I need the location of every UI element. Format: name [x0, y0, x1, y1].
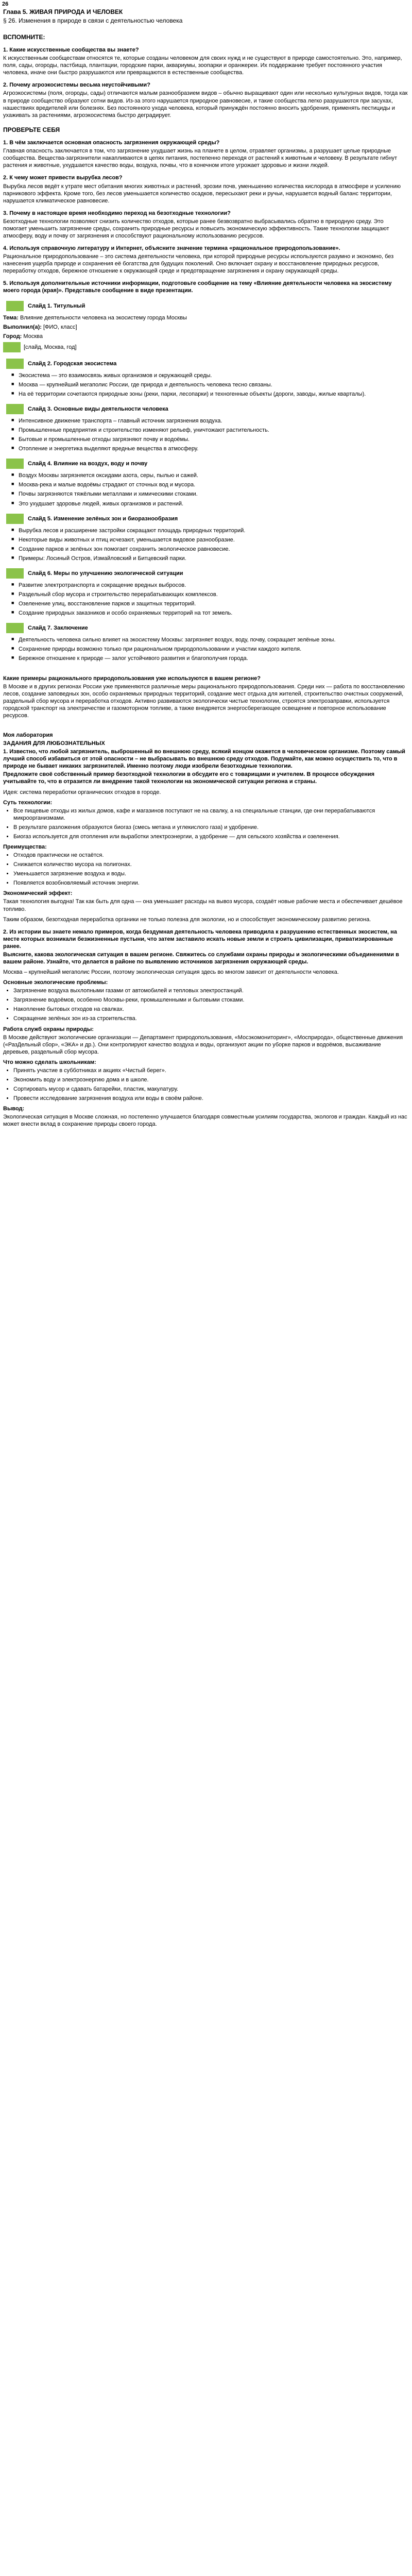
slide-2-header [3, 359, 408, 369]
chapter-title: Глава 5. ЖИВАЯ ПРИРОДА И ЧЕЛОВЕК [3, 8, 123, 15]
slide-3-list [3, 417, 408, 452]
slide-5-list [3, 527, 408, 562]
slide-2-list [3, 372, 408, 398]
services-text: В Москве действуют экологические организации — Департамент природопользования, «Мосэкомониторинг», «Мосприрода», общественные движения («РазДельный сбор», «ЭКА» и др.). Они контролируют качество воздуха и воды, организуют акции по уборке парков и водоёмов, высаживание деревьев, раздельный сбор мусора. [3, 1034, 403, 1055]
economic-text: Такая технология выгодна! Так как быть для одна — она уменьшает расходы на вывоз мусора, создаёт новые рабочие места и обеспечивает дешёвое топливо. [3, 899, 403, 912]
list-item: ■ Сохранение природы возможно только при рациональном природопользовании и участии каждого жителя. [19, 646, 408, 653]
slide-5-title: Слайд 5. Изменение зелёных зон и биоразнообразия [28, 515, 178, 522]
slide-icon [6, 623, 24, 633]
students-list [3, 1067, 408, 1102]
check-answer-4: Рациональное природопользование – это система деятельности человека, при которой природные ресурсы используются разумно и экономно, без нанесения ущерба природе и сохранения её богатства для будущих поколений. Оно включает охрану и восстановление природных ресурсов, переработку отходов, бережное отношение к окружающей среде и предотвращение загрязнения и охрану окружающей среды. [3, 253, 394, 275]
slide-1-title: Слайд 1. Титульный [28, 302, 85, 309]
remember-question-1: 1. Какие искусственные сообщества вы знаете? [3, 47, 139, 54]
problems-title: Основные экологические проблемы: [3, 979, 108, 986]
list-item: ■ Экосистема — это взаимосвязь живых организмов и окружающей среды. [19, 372, 408, 379]
conclusion-title: Вывод: [3, 1106, 25, 1112]
list-item: • Биогаз используется для отопления или выработки электроэнергии, а удобрение — для сельского хозяйства и озеленения. [13, 833, 408, 840]
remember-question-2: 2. Почему агроэкосистемы весьма неустойчивыми? [3, 82, 150, 89]
list-item: ■ Некоторые виды животных и птиц исчезают, уменьшается видовое разнообразие. [19, 536, 408, 544]
economic-title: Экономический эффект: [3, 890, 73, 897]
services-title: Работа служб охраны природы: [3, 1026, 94, 1032]
slide-7-header [3, 623, 408, 633]
slide-7-list [3, 636, 408, 662]
slide-5-header [3, 514, 408, 524]
students-title: Что можно сделать школьникам: [3, 1059, 96, 1065]
slide-6-title: Слайд 6. Меры по улучшению экологической ситуации [28, 570, 183, 577]
slide-4-title: Слайд 4. Влияние на воздух, воду и почву [28, 461, 148, 467]
advantages-title: Преимущества: [3, 843, 47, 850]
check-heading: ПРОВЕРЬТЕ СЕБЯ [3, 126, 60, 133]
list-item: ■ Отопление и энергетика выделяют вредные вещества в атмосферу. [19, 445, 408, 452]
think-answer: В Москве и в других регионах России уже применяются различные меры рационального природопользования. Среди них — работа по восстановлению лесов, создание заповедных зон, особо охраняемых природных территорий, создание мест отдыха для жителей, строительство очистных сооружений, раздельный сбор мусора и переработка отходов. Активно развиваются экологически чистые технологии, строятся электрозаправки, используется городской транспорт на электричестве и газомоторном топливе, а также внедряется энергосберегающее освещение и повторное использование ресурсов. [3, 683, 405, 719]
list-item: ■ Это ухудшает здоровье людей, живых организмов и растений. [19, 500, 408, 507]
problems-list [3, 987, 408, 1022]
slide-1-line: [слайд, Москва, год] [3, 342, 408, 352]
check-question-5: 5. Используя дополнительные источники информации, подготовьте сообщение на тему «Влияние деятельности человека на экосистему моего города (края)». Представьте сообщение в виде презентации. [3, 280, 392, 294]
page-number: 26 [2, 1, 9, 7]
slide-6-header [3, 568, 408, 579]
list-item: • В результате разложения образуются биогаз (смесь метана и углекислого газа) и удобрение. [13, 824, 408, 831]
lab-task-1: Предложите своё собственный пример безотходной технологии в обсудите его с товарищами и учителем. В процессе обсуждения учитывайте то, что в отразится ли внедрение такой технологии на экономической ситуации региона и страны. [3, 771, 375, 785]
document-body [3, 8, 408, 1131]
list-item: ■ Развитие электротранспорта и сокращение вредных выбросов. [19, 582, 408, 589]
list-item: ■ Раздельный сбор мусора и строительство перерабатывающих комплексов. [19, 591, 408, 598]
lab-task-2: Выясните, какова экологическая ситуация в вашем регионе. Свяжитесь со службами охраны природы и экологическими объединениями в вашем районе. Узнайте, что делается в районе по выявлению источников загрязнения окружающей среды. [3, 951, 399, 965]
lab-title: Моя лаборатория [3, 732, 53, 738]
slide-icon [6, 359, 24, 369]
lab-tasks-heading: ЗАДАНИЯ ДЛЯ ЛЮБОЗНАТЕЛЬНЫХ [3, 740, 105, 747]
essence-title: Суть технологии: [3, 799, 53, 806]
slide-3-title: Слайд 3. Основные виды деятельности человека [28, 405, 168, 412]
list-item: ■ Вырубка лесов и расширение застройки сокращают площадь природных территорий. [19, 527, 408, 534]
list-item: • Сортировать мусор и сдавать батарейки, пластик, макулатуру. [13, 1086, 408, 1093]
list-item: ■ Бытовые и промышленные отходы загрязняют почву и водоёмы. [19, 436, 408, 443]
remember-heading: ВСПОМНИТЕ: [3, 33, 45, 41]
lab-question-1: 1. Известно, что любой загрязнитель, выброшенный во внешнюю среду, всякий концом окажется в человеческом организме. Поэтому самый лучший способ избавиться от этой опасности – не выбрасывать во внешнюю среду отходов. Подумайте, как можно осуществить то, что в природе не бывает никаких загрязнителей. Именно поэтому люди изобрели безотходные технологии. [3, 749, 405, 770]
list-item: ■ Москва — крупнейший мегаполис России, где природа и деятельность человека тесно связаны. [19, 381, 408, 388]
list-item: ■ Почвы загрязняются тяжёлыми металлами и химическими стоками. [19, 490, 408, 498]
slide-1-header [3, 301, 408, 311]
list-item: • Появляется возобновляемый источник энергии. [13, 879, 408, 887]
list-item: • Экономить воду и электроэнергию дома и в школе. [13, 1076, 408, 1083]
lab-answer-2: Москва – крупнейший мегаполис России, поэтому экологическая ситуация здесь во многом зависит от деятельности человека. [3, 969, 339, 976]
slide-1-content [3, 314, 408, 352]
economic-text-2: Таким образом, безотходная переработка органики не только полезна для экологии, но и способствует экономическому развитию региона. [3, 916, 371, 923]
lab-question-2: 2. Из истории вы знаете немало примеров, когда бездумная деятельность человека приводила к разрушению естественных экосистем, на месте которых возникали безжизненные пустыни, что затем заставило искать новые земли и строить цивилизации, приватизированные ранее. [3, 928, 397, 950]
slide-4-list [3, 472, 408, 507]
section-title: § 26. Изменения в природе в связи с деятельностью человека [3, 17, 183, 25]
list-item: ■ Воздух Москвы загрязняется оксидами азота, серы, пылью и сажей. [19, 472, 408, 479]
list-item: • Принять участие в субботниках и акциях «Чистый берег». [13, 1067, 408, 1074]
slide-6-list [3, 582, 408, 617]
list-item: ■ Примеры: Лосиный Остров, Измайловский и Битцевский парки. [19, 555, 408, 562]
slide-icon [6, 568, 24, 579]
think-question: Какие примеры рационального природопользования уже используются в вашем регионе? [3, 675, 261, 682]
list-item: ■ Озеленение улиц, восстановление парков и защитных территорий. [19, 600, 408, 607]
check-question-4: 4. Используя справочную литературу и Интернет, объясните значение термина «рациональное природопользование». [3, 245, 340, 252]
list-item: ■ Создание парков и зелёных зон помогает сохранить экологическое равновесие. [19, 546, 408, 553]
slide-1-line: Тема: Влияние деятельности человека на экосистему города Москвы [3, 314, 187, 321]
remember-answer-2: Агроэкосистемы (поля, огороды, сады) отличаются малым разнообразием видов – обычно выращивают один или несколько культурных видов, тогда как в природе сообщество образуют сотни видов. Из-за этого нарушается природное равновесие, и такие сообщества легко разрушаются при засухах, нашествиях вредителей или болезнях. Без постоянного ухода человека, который принуждён постоянно вносить удобрения, применять пестициды и ухаживать за растениями, агроэкосистема быстро деградирует. [3, 90, 408, 118]
list-item: ■ Создание природных заказников и особо охраняемых территорий на тот земель. [19, 609, 408, 617]
list-item: ■ Бережное отношение к природе — залог устойчивого развития и благополучия города. [19, 655, 408, 662]
check-answer-2: Вырубка лесов ведёт к утрате мест обитания многих животных и растений, эрозии почв, уменьшению количества кислорода в атмосфере и усилению парникового эффекта. Кроме того, без лесов уменьшается количество осадков, пересыхают реки и ручьи, нарушается водный баланс территории, нарушается климатическое равновесие. [3, 183, 401, 204]
list-item: • Уменьшается загрязнение воздуха и воды. [13, 870, 408, 877]
slide-7-title: Слайд 7. Заключение [28, 625, 88, 632]
conclusion-text: Экологическая ситуация в Москве сложная, но постепенно улучшается благодаря совместным усилиям государства, экологов и граждан. Каждый из нас может внести вклад в сохранение природы своего города. [3, 1114, 407, 1128]
list-item: ■ Москва-река и малые водоёмы страдают от сточных вод и мусора. [19, 481, 408, 488]
slide-4-header [3, 459, 408, 469]
check-answer-1: Главная опасность заключается в том, что загрязнение ухудшает жизнь на планете в целом, отравляет организмы, а разрушает целые природные сообщества. Вещества-загрязнители накапливаются в цепях питания, постепенно переходя от растений к животным и человеку. В результате гибнут растения и животные, ухудшается качество воды, воздуха, почвы, что в конечном итоге угрожает здоровью и жизни людей. [3, 148, 398, 169]
slide-2-title: Слайд 2. Городская экосистема [28, 360, 117, 367]
list-item: • Загрязнение водоёмов, особенно Москвы-реки, промышленными и бытовыми стоками. [13, 996, 408, 1004]
check-question-3: 3. Почему в настоящее время необходимо переход на безотходные технологии? [3, 210, 231, 216]
slide-icon [6, 459, 24, 469]
list-item: • Все пищевые отходы из жилых домов, кафе и магазинов поступают не на свалку, а на специальные станции, где они перерабатываются микроорганизмами. [13, 807, 408, 822]
slide-icon [6, 514, 24, 524]
lab-answer-1: Идея: система переработки органических отходов в городе. [3, 789, 161, 795]
list-item: ■ Промышленные предприятия и строительство изменяют рельеф, уничтожают растительность. [19, 427, 408, 434]
slide-icon [6, 301, 24, 311]
list-item: • Загрязнение воздуха выхлопными газами от автомобилей и тепловых электростанций. [13, 987, 408, 994]
list-item: • Отходов практически не остаётся. [13, 852, 408, 859]
list-item: • Сокращение зелёных зон из-за строительства. [13, 1015, 408, 1022]
advantages-list [3, 852, 408, 887]
list-item: ■ На её территории сочетаются природные зоны (реки, парки, лесопарки) и техногенные объекты (дороги, заводы, жилые кварталы). [19, 391, 408, 398]
slide-1-line: Выполнил(а): [ФИО, класс] [3, 324, 77, 330]
check-question-2: 2. К чему может привести вырубка лесов? [3, 175, 123, 181]
slide-icon [6, 404, 24, 414]
check-question-1: 1. В чём заключается основная опасность загрязнения окружающей среды? [3, 140, 220, 146]
list-item: • Накопление бытовых отходов на свалках. [13, 1006, 408, 1013]
slide-3-header [3, 404, 408, 414]
remember-answer-1: К искусственным сообществам относятся те, которые созданы человеком для своих нужд и не существуют в природе самостоятельно. Это, например, поля, сады, огороды, пастбища, плантации, городские парки, аквариумы, зоопарки и оранжереи. Их поддержание требует постоянного участия человека, иначе они быстро разрушаются или превращаются в естественные сообщества. [3, 55, 402, 76]
list-item: ■ Интенсивное движение транспорта – главный источник загрязнения воздуха. [19, 417, 408, 425]
list-item: • Снижается количество мусора на полигонах. [13, 861, 408, 868]
list-item: ■ Деятельность человека сильно влияет на экосистему Москвы: загрязняет воздух, воду, почву, сокращает зелёные зоны. [19, 636, 408, 643]
essence-list [3, 807, 408, 840]
list-item: • Провести исследование загрязнения воздуха или воды в своём районе. [13, 1095, 408, 1102]
slide-1-line: Город: Москва [3, 333, 43, 340]
check-answer-3: Безотходные технологии позволяют снизить количество отходов, которые ранее безвозвратно выбрасывались обратно в природную среду. Это помогает уменьшить загрязнение среды, сохранить природные ресурсы и повысить экономическую эффективность. Такие технологии защищают атмосферу, воду и почву от загрязнения и способствуют рациональному использованию ресурсов. [3, 218, 389, 239]
